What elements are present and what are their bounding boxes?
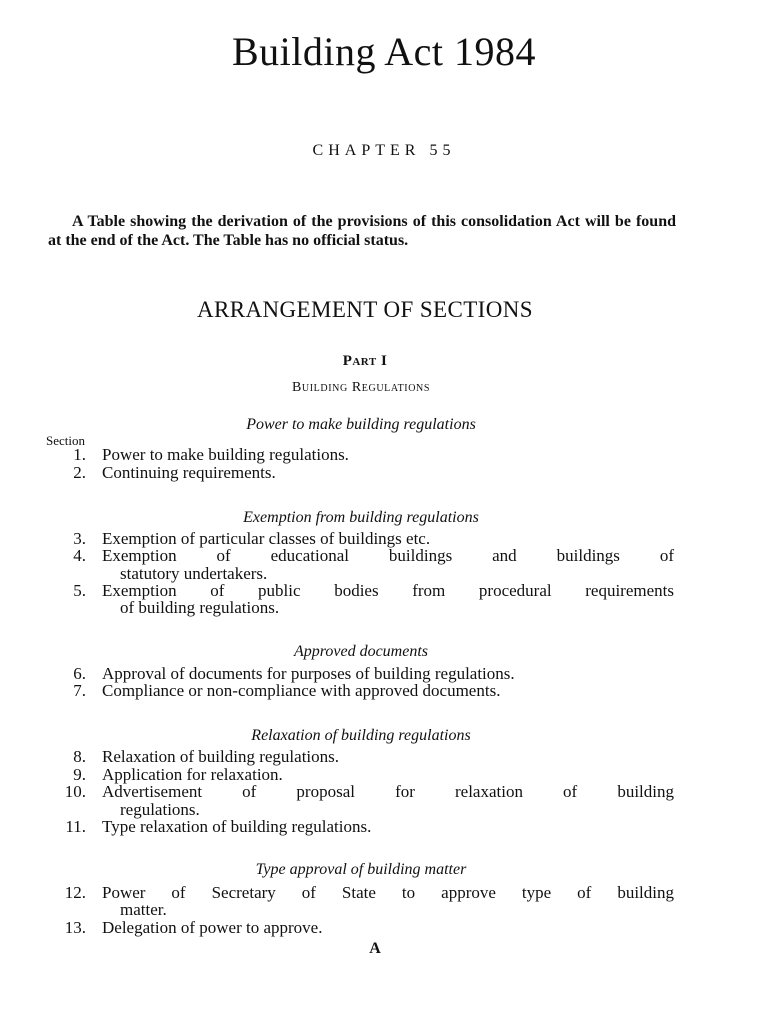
section-number: 9. <box>73 765 86 784</box>
section-number: 1. <box>73 445 86 464</box>
section-number: 13. <box>64 918 86 937</box>
part-label: Part I <box>342 353 388 369</box>
section-title-continuation: of building regulations. <box>120 598 280 617</box>
group-heading: Relaxation of building regulations <box>251 727 471 744</box>
section-title: Power to make building regulations. <box>102 445 349 464</box>
section-title: Advertisement of proposal for relaxation of building <box>102 782 674 801</box>
section-title: Delegation of power to approve. <box>102 918 323 937</box>
section-number: 11. <box>65 817 86 836</box>
section-title: Exemption of educational buildings and buildings of <box>102 546 674 565</box>
part-subtitle: Building Regulations <box>291 380 431 395</box>
section-title: Power of Secretary of State to approve type of building <box>102 883 674 902</box>
section-title: Approval of documents for purposes of building regulations. <box>102 664 515 683</box>
section-number: 4. <box>73 546 86 565</box>
section-title-continuation: matter. <box>120 900 167 919</box>
section-column-label: Section <box>46 433 85 448</box>
section-title: Relaxation of building regulations. <box>102 747 340 766</box>
section-number: 3. <box>73 529 86 548</box>
section-number: 12. <box>64 883 86 902</box>
group-heading: Type approval of building matter <box>255 861 467 878</box>
act-title: Building Act 1984 <box>231 29 537 74</box>
section-number: 6. <box>73 664 86 683</box>
section-title: Exemption of public bodies from procedural requirements <box>102 581 674 600</box>
section-title: Type relaxation of building regulations. <box>102 817 372 836</box>
section-number: 5. <box>73 581 86 600</box>
section-number: 8. <box>73 747 86 766</box>
section-title-continuation: regulations. <box>120 800 200 819</box>
section-title: Continuing requirements. <box>102 463 276 482</box>
section-title: Exemption of particular classes of buildings etc. <box>102 529 431 548</box>
section-number: 10. <box>64 782 86 801</box>
chapter-number: CHAPTER 55 <box>312 142 456 159</box>
signature-mark: A <box>369 940 381 957</box>
section-title-continuation: statutory undertakers. <box>120 564 268 583</box>
section-title: Compliance or non-compliance with approved documents. <box>102 681 501 700</box>
group-heading: Power to make building regulations <box>246 416 476 433</box>
section-title: Application for relaxation. <box>102 765 283 784</box>
group-heading: Approved documents <box>293 643 429 660</box>
derivation-note: A Table showing the derivation of the provisions of this consolidation Act will be found at the end of the Act. The Table has no official status. <box>48 213 676 249</box>
arrangement-heading: ARRANGEMENT OF SECTIONS <box>197 297 533 322</box>
group-heading: Exemption from building regulations <box>243 509 479 526</box>
section-number: 2. <box>73 463 86 482</box>
section-number: 7. <box>73 681 86 700</box>
